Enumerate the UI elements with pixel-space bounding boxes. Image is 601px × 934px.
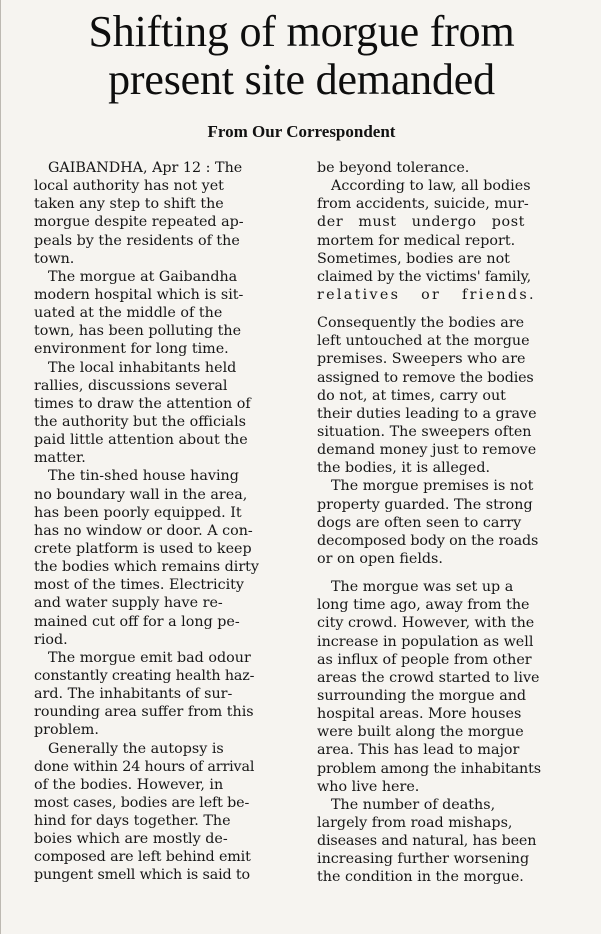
text-line: environment for long time. bbox=[34, 341, 229, 358]
text-line: The number of deaths, bbox=[331, 796, 496, 813]
text-line: premises. Sweepers who are bbox=[317, 351, 526, 368]
text-line: GAIBANDHA, Apr 12 : The bbox=[48, 160, 243, 176]
text-line: their duties leading to a grave bbox=[317, 405, 537, 422]
text-line: local authority has not yet bbox=[34, 178, 224, 195]
text-line: or on open fields. bbox=[317, 550, 443, 567]
text-line: boies which are mostly de- bbox=[34, 831, 228, 848]
text-line: ard. The inhabitants of sur- bbox=[34, 686, 233, 703]
headline-line: present site demanded bbox=[108, 55, 495, 104]
text-line: and water supply have re- bbox=[34, 595, 223, 612]
text-line: largely from road mishaps, bbox=[317, 814, 513, 831]
text-line: property guarded. The strong bbox=[317, 496, 533, 513]
text-line: left untouched at the morgue bbox=[317, 333, 530, 350]
text-line: surrounding the morgue and bbox=[317, 687, 527, 704]
text-line: problem among the inhabitants bbox=[317, 760, 541, 777]
text-line: mained cut off for a long pe- bbox=[34, 613, 240, 630]
text-line: peals by the residents of the bbox=[34, 232, 240, 249]
text-line: no boundary wall in the area, bbox=[34, 486, 248, 503]
text-line: the condition in the morgue. bbox=[317, 869, 524, 886]
text-line: diseases and natural, has been bbox=[317, 833, 537, 850]
text-line: times to draw the attention of bbox=[34, 395, 251, 412]
text-line: dogs are often seen to carry bbox=[317, 514, 522, 531]
text-line: taken any step to shift the bbox=[34, 196, 224, 213]
text-line: rallies, discussions several bbox=[34, 377, 228, 394]
text-line: Generally the autopsy is bbox=[48, 740, 224, 757]
text-line: composed are left behind emit bbox=[34, 849, 251, 866]
text-line: matter. bbox=[34, 450, 86, 467]
text-line: Sometimes, bodies are not bbox=[317, 250, 510, 267]
text-line: modern hospital which is sit- bbox=[34, 286, 244, 303]
byline: From Our Correspondent bbox=[207, 122, 396, 141]
text-line: most cases, bodies are left be- bbox=[34, 794, 250, 811]
text-line: The morgue was set up a bbox=[331, 579, 514, 596]
text-line: has no window or door. A con- bbox=[34, 522, 253, 539]
text-line: The morgue premises is not bbox=[331, 478, 534, 495]
text-line: from accidents, suicide, mur- bbox=[317, 196, 529, 213]
text-line: pungent smell which is said to bbox=[34, 867, 250, 884]
text-line: done within 24 hours of arrival bbox=[34, 758, 255, 775]
text-line: hospital areas. More houses bbox=[317, 706, 522, 723]
text-line: problem. bbox=[34, 722, 99, 739]
text-line: assigned to remove the bodies bbox=[317, 369, 534, 386]
text-line: city crowd. However, with the bbox=[317, 615, 535, 632]
text-line: situation. The sweepers often bbox=[317, 423, 532, 440]
text-line: The tin-shed house having bbox=[48, 468, 239, 485]
headline bbox=[1, 8, 601, 104]
text-line: long time ago, away from the bbox=[317, 597, 530, 614]
text-line: riod. bbox=[34, 631, 68, 648]
text-line: were built along the morgue bbox=[317, 724, 524, 741]
text-line: uated at the middle of the bbox=[34, 305, 223, 322]
right-column bbox=[317, 159, 587, 886]
text-line: claimed by the victims' family, bbox=[317, 268, 532, 285]
text-line: The morgue at Gaibandha bbox=[48, 268, 238, 285]
text-line: relatives or friends. bbox=[317, 286, 536, 303]
text-line: the authority but the officials bbox=[34, 413, 246, 430]
text-line: areas the crowd started to live bbox=[317, 669, 540, 686]
text-line: hind for days together. The bbox=[34, 813, 231, 830]
text-line: paid little attention about the bbox=[34, 432, 248, 449]
text-line: The local inhabitants held bbox=[48, 359, 237, 376]
text-line: der must undergo post bbox=[317, 214, 525, 231]
text-line: According to law, all bodies bbox=[331, 178, 531, 195]
text-line: the bodies which remains dirty bbox=[34, 559, 259, 576]
headline-line: Shifting of morgue from bbox=[88, 7, 515, 56]
text-line: crete platform is used to keep bbox=[34, 540, 252, 557]
text-line: increase in population as well bbox=[317, 633, 534, 650]
left-column bbox=[34, 159, 296, 885]
text-line: as influx of people from other bbox=[317, 651, 532, 668]
text-line: The morgue emit bad odour bbox=[48, 649, 251, 666]
text-line: Consequently the bodies are bbox=[317, 315, 525, 332]
text-line: has been poorly equipped. It bbox=[34, 504, 242, 521]
text-line: of the bodies. However, in bbox=[34, 776, 224, 793]
text-line: constantly creating health haz- bbox=[34, 667, 255, 684]
text-line: demand money just to remove bbox=[317, 442, 537, 459]
text-line: increasing further worsening bbox=[317, 851, 530, 868]
text-line: morgue despite repeated ap- bbox=[34, 214, 244, 231]
text-line: decomposed body on the roads bbox=[317, 532, 539, 549]
text-line: mortem for medical report. bbox=[317, 232, 516, 249]
text-line: do not, at times, carry out bbox=[317, 387, 506, 404]
text-line: rounding area suffer from this bbox=[34, 704, 254, 721]
text-line: who live here. bbox=[317, 778, 420, 795]
text-line: the bodies, it is alleged. bbox=[317, 460, 491, 477]
text-line: town, has been polluting the bbox=[34, 323, 242, 340]
text-line: be beyond tolerance. bbox=[317, 160, 470, 176]
text-line: area. This has lead to major bbox=[317, 742, 520, 759]
text-line: town. bbox=[34, 250, 75, 267]
text-line: most of the times. Electricity bbox=[34, 577, 244, 594]
